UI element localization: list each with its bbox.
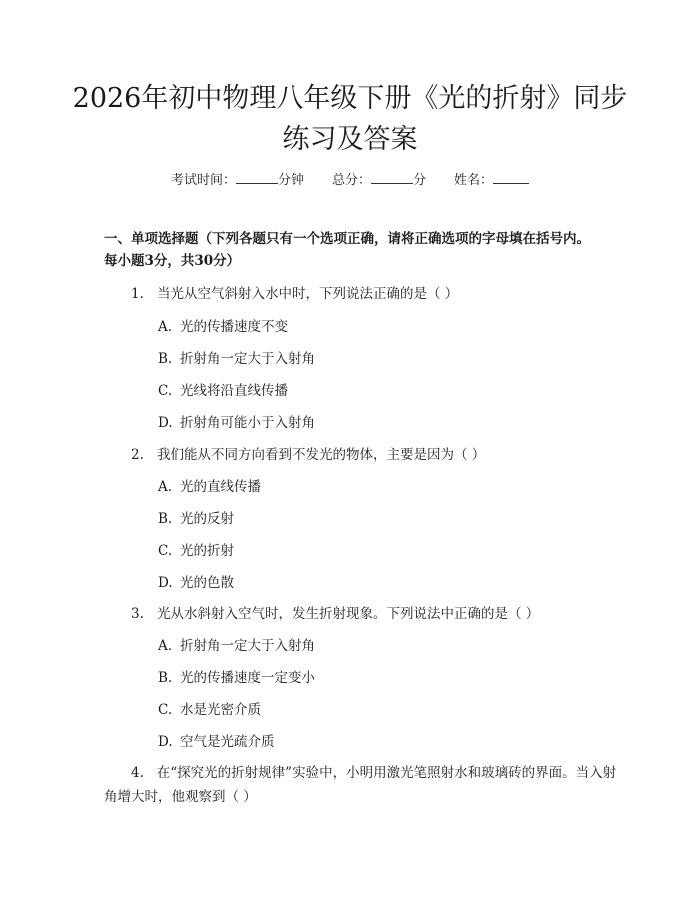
question-text: 当光从空气斜射入水中时，下列说法正确的是（ ） [157,286,459,302]
exam-info [0,169,700,188]
option-letter: D. [158,415,173,431]
option-letter: B. [158,670,173,686]
option-1d [158,411,315,431]
question-text: 我们能从不同方向看到不发光的物体，主要是因为（ ） [157,447,486,463]
option-text: 光线将沿直线传播 [180,383,288,399]
total-score-blank [371,171,413,184]
question-3 [131,602,539,622]
question-2 [131,443,485,463]
option-2c [158,539,234,559]
exam-time-blank [236,171,278,184]
option-1a [158,315,288,335]
option-letter: A. [158,479,173,495]
option-text: 折射角可能小于入射角 [180,415,315,431]
option-text: 光的直线传播 [180,479,261,495]
question-4 [104,761,624,809]
question-text: 在“探究光的折射规律”实验中，小明用激光笔照射水和玻璃砖的界面。当入射角增大时，他观察到（ ） [104,765,617,805]
option-text: 水是光密介质 [180,702,261,718]
question-number: 1. [131,286,144,302]
option-text: 空气是光疏介质 [180,734,275,750]
option-2b [158,507,234,527]
option-letter: C. [158,383,173,399]
name-blank [493,171,529,184]
option-text: 折射角一定大于入射角 [180,351,315,367]
option-3a [158,634,315,654]
exam-time-label: 考试时间： [170,173,236,188]
question-1 [131,282,458,302]
option-text: 光的传播速度一定变小 [180,670,315,686]
option-1b [158,347,315,367]
question-number: 2. [131,447,144,463]
option-letter: B. [158,511,173,527]
option-1c [158,379,288,399]
total-score-field [332,169,426,188]
option-3b [158,666,315,686]
question-text: 光从水斜射入空气时，发生折射现象。下列说法中正确的是（ ） [157,606,540,622]
option-letter: C. [158,702,173,718]
option-text: 光的反射 [180,511,234,527]
option-2d [158,571,234,591]
option-3c [158,698,261,718]
total-score-label: 总分： [331,173,371,188]
option-letter: A. [158,638,173,654]
total-score-unit: 分 [413,173,427,188]
option-text: 光的折射 [180,543,234,559]
name-field [454,169,529,188]
exam-time-field [171,169,304,188]
document-title: 2026年初中物理八年级下册《光的折射》同步练习及答案 [72,83,628,155]
option-letter: B. [158,351,173,367]
exam-time-unit: 分钟 [277,173,304,188]
option-text: 光的传播速度不变 [180,319,288,335]
option-letter: C. [158,543,173,559]
name-label: 姓名： [454,173,494,188]
option-letter: A. [158,319,173,335]
option-3d [158,730,275,750]
option-letter: D. [158,734,173,750]
option-2a [158,475,261,495]
option-text: 光的色散 [180,575,234,591]
section-heading: 一、单项选择题（下列各题只有一个选项正确，请将正确选项的字母填在括号内。每小题3分，共30分） [104,231,590,269]
option-letter: D. [158,575,173,591]
question-number: 3. [131,606,144,622]
question-number: 4. [131,765,144,781]
option-text: 折射角一定大于入射角 [180,638,315,654]
